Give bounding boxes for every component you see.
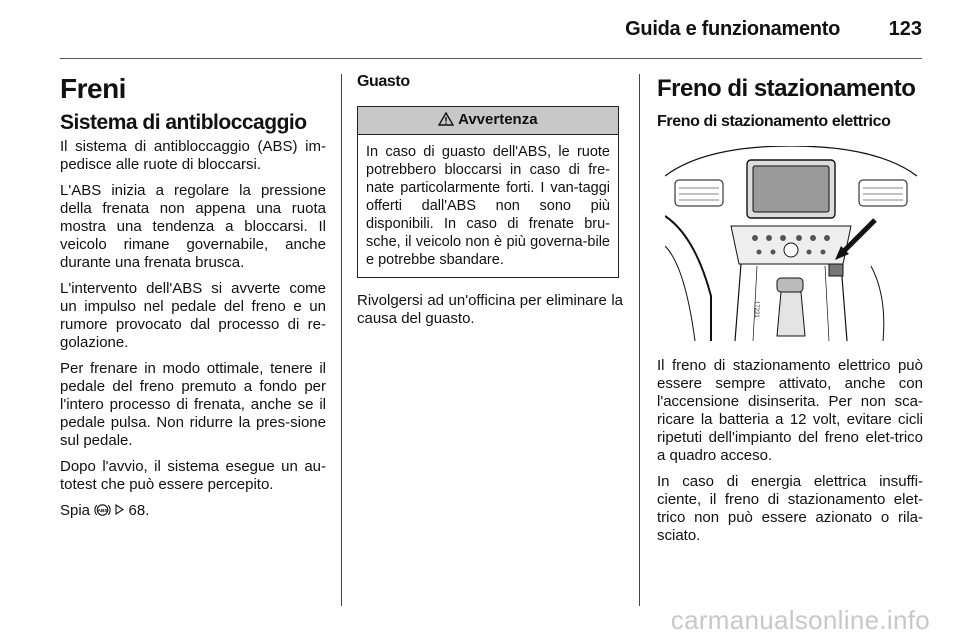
paragraph: Il sistema di antibloccaggio (ABS) im-pedisce alle ruote di bloccarsi. <box>60 138 326 173</box>
lamp-ref-page[interactable]: 68. <box>128 502 150 519</box>
warning-triangle-icon <box>438 111 458 128</box>
abs-lamp-icon <box>94 502 111 523</box>
paragraph: Il freno di stazionamento elettrico può essere sempre attivato, anche con l'accensione disinserita. Per non sca-ricare la batteria a 12 volt, evitare cicli ripetuti dell'impianto del freno elet-trico a quadro acceso. <box>657 357 923 464</box>
paragraph: Rivolgersi ad un'officina per eliminare la causa del guasto. <box>357 292 623 327</box>
warning-text: In caso di guasto dell'ABS, le ruote potrebbero bloccarsi in caso di fre-nate particolarmente forti. I van-taggi offerti dall'ABS non sono più disponibili. In caso di frenate bru-sche, il veicolo non è più governa-bile e potrebbe sbandare. <box>366 144 610 268</box>
figure-label: 17221 <box>753 301 759 318</box>
lamp-reference <box>60 502 326 523</box>
column-fault <box>357 72 623 336</box>
column-parking-brake <box>657 72 923 553</box>
paragraph: Per frenare in modo ottimale, tenere il pedale del freno premuto a fondo per l'intero processo di frenata, anche se il pedale pulsa. Non ridurre la pres-sione sul pedale. <box>60 360 326 449</box>
warning-box <box>357 106 619 278</box>
paragraph: Dopo l'avvio, il sistema esegue un au-totest che può essere percepito. <box>60 458 326 493</box>
svg-text:ABS: ABS <box>97 508 108 513</box>
warning-header <box>358 107 618 135</box>
paragraph: L'intervento dell'ABS si avverte come un impulso nel pedale del freno e un rumore provocato dal processo di re-golazione. <box>60 280 326 351</box>
section-title: Guida e funzionamento <box>625 18 840 40</box>
watermark: carmanualsonline.info <box>670 605 930 635</box>
heading-electric-parking-brake: Freno di stazionamento elettrico <box>657 113 891 130</box>
warning-title: Avvertenza <box>458 111 538 128</box>
page-number: 123 <box>888 18 922 40</box>
column-divider <box>341 74 342 606</box>
column-divider <box>639 74 640 606</box>
center-console-illustration <box>665 146 917 341</box>
heading-abs: Sistema di antibloccaggio <box>60 111 307 134</box>
column-brakes <box>60 72 326 531</box>
reference-arrow-icon <box>115 502 124 520</box>
heading-brakes: Freni <box>60 73 126 104</box>
paragraph: In caso di energia elettrica insuffi-ciente, il freno di stazionamento elet-trico non può essere azionato o rila-sciato. <box>657 473 923 544</box>
heading-parking-brake: Freno di stazionamento <box>657 75 916 102</box>
header-divider <box>60 58 922 59</box>
paragraph: L'ABS inizia a regolare la pressione della frenata non appena una ruota mostra una tendenza a bloccarsi. Il veicolo rimane governabile, anche durante una frenata brusca. <box>60 182 326 271</box>
heading-fault: Guasto <box>357 73 410 90</box>
lamp-ref-prefix: Spia <box>60 502 91 519</box>
